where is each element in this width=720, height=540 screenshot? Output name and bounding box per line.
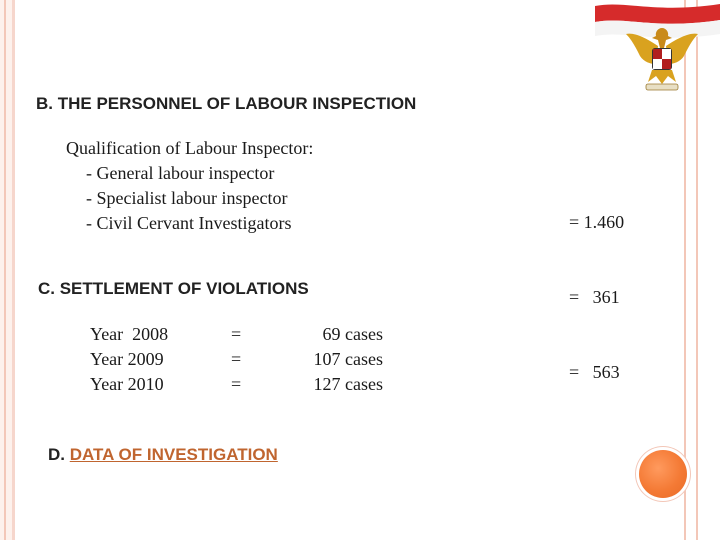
qualification-value: = 1.460 <box>569 212 625 232</box>
left-border-decoration <box>0 0 15 540</box>
violation-cases: 127 cases <box>313 374 383 394</box>
qualification-values <box>569 160 624 410</box>
violation-cases: 69 cases <box>322 324 383 344</box>
qualification-block <box>66 136 313 236</box>
section-c-heading: C. SETTLEMENT OF VIOLATIONS <box>38 279 309 298</box>
violation-year: Year 2008 <box>90 324 169 344</box>
violation-equals: = <box>231 349 242 369</box>
qualification-item: - General labour inspector <box>86 163 275 183</box>
data-of-investigation-link[interactable]: DATA OF INVESTIGATION <box>69 445 278 464</box>
qualification-item: - Specialist labour inspector <box>86 188 288 208</box>
violation-cases: 107 cases <box>313 349 383 369</box>
qualification-value: = 563 <box>569 362 620 382</box>
violations-years <box>90 322 168 397</box>
orange-circle-decoration <box>639 450 687 498</box>
violations-cases <box>290 322 383 397</box>
violation-year: Year 2010 <box>90 374 164 394</box>
section-d-heading <box>48 445 278 465</box>
violation-equals: = <box>231 324 242 344</box>
qualification-intro: Qualification of Labour Inspector: <box>66 138 314 158</box>
qualification-item: - Civil Cervant Investigators <box>86 213 292 233</box>
garuda-emblem-icon <box>622 18 702 96</box>
violation-equals: = <box>231 374 242 394</box>
violations-equals <box>231 322 241 397</box>
section-d-prefix: D. <box>48 445 65 464</box>
section-b-heading: B. THE PERSONNEL OF LABOUR INSPECTION <box>36 94 417 113</box>
violation-year: Year 2009 <box>90 349 164 369</box>
qualification-value: = 361 <box>569 287 620 307</box>
